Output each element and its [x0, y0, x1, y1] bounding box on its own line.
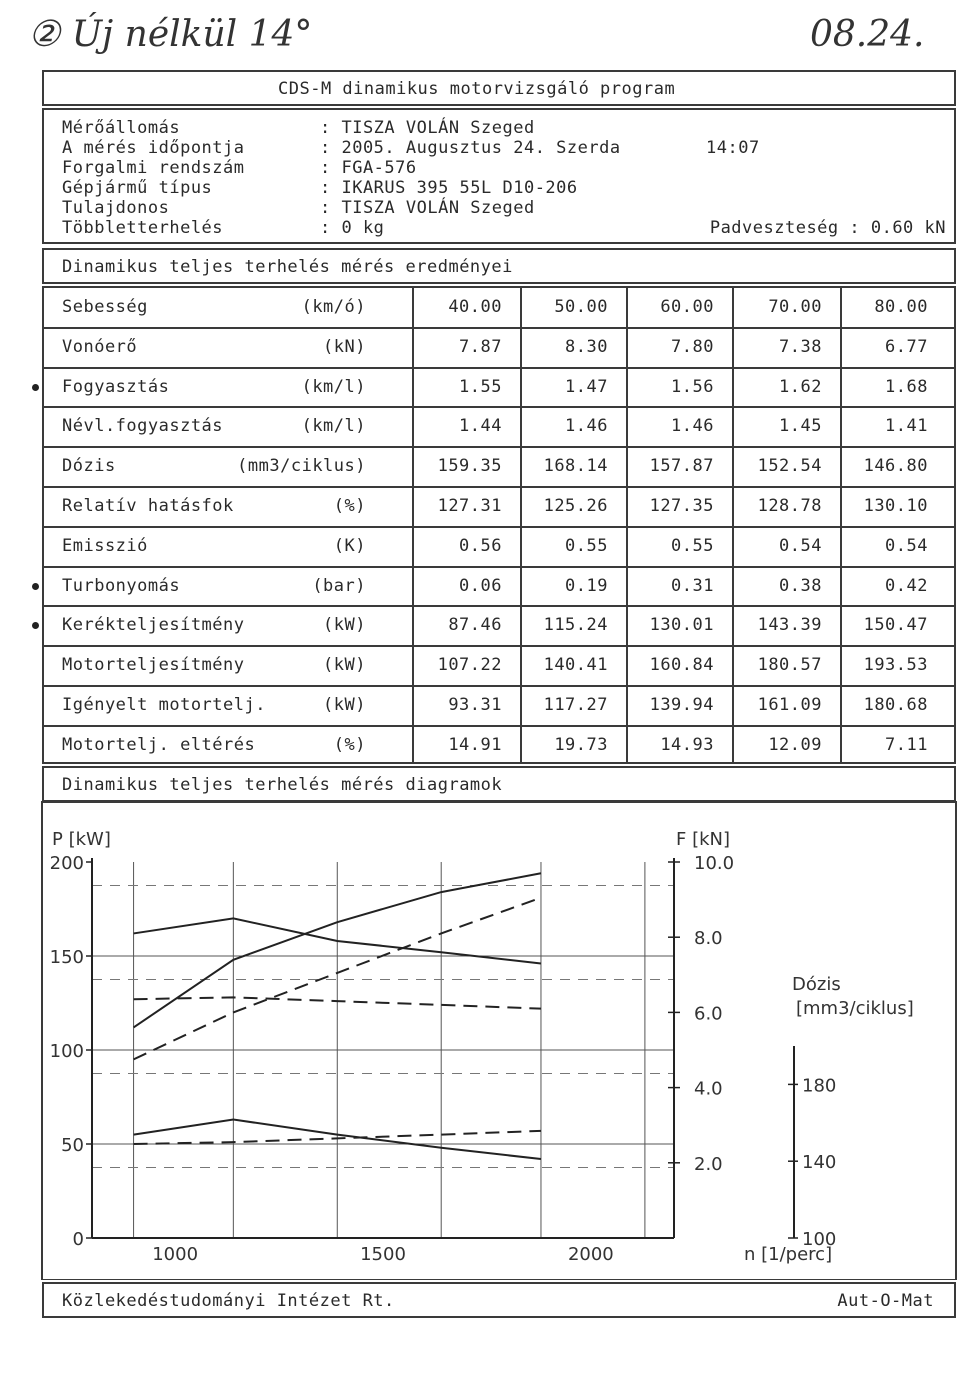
info-label: Forgalmi rendszám	[62, 158, 245, 178]
results-heading: Dinamikus teljes terhelés mérés eredményei	[62, 257, 513, 277]
info-label: A mérés időpontja	[62, 138, 245, 158]
info-value: : TISZA VOLÁN Szeged	[320, 198, 535, 218]
row-value: 87.46	[448, 615, 502, 636]
left-tick-label: 50	[61, 1135, 84, 1156]
column-divider	[520, 288, 522, 762]
x-tick-label: 2000	[567, 1244, 614, 1265]
row-unit: (kW)	[323, 655, 366, 676]
margin-dot	[32, 583, 39, 590]
row-unit: (%)	[333, 734, 366, 755]
row-divider	[44, 645, 954, 647]
x-tick-label: 1000	[152, 1244, 199, 1265]
row-divider	[44, 566, 954, 568]
row-value: 40.00	[448, 297, 502, 317]
row-value: 143.39	[757, 615, 822, 636]
row-value: 0.55	[565, 535, 608, 556]
row-value: 150.47	[863, 615, 928, 636]
column-divider	[840, 288, 842, 762]
row-unit: (%)	[333, 496, 366, 516]
row-value: 107.22	[437, 655, 502, 676]
info-label: Gépjármű típus	[62, 178, 213, 198]
right-tick-label: 6.0	[694, 1003, 723, 1025]
footer-institute: Közlekedéstudományi Intézet Rt.	[62, 1291, 395, 1311]
row-value: 0.38	[779, 575, 822, 596]
row-value: 1.55	[459, 376, 502, 397]
row-divider	[44, 446, 954, 448]
info-time: 14:07	[706, 138, 760, 158]
row-value: 128.78	[757, 496, 822, 516]
column-divider	[626, 288, 628, 762]
row-value: 60.00	[660, 297, 714, 317]
info-box	[42, 108, 956, 244]
row-value: 1.46	[565, 416, 608, 437]
right-tick-label: 8.0	[694, 928, 723, 950]
row-value: 1.41	[885, 416, 928, 437]
left-tick-label: 0	[72, 1229, 84, 1250]
row-divider	[44, 327, 954, 329]
diagram-chart	[0, 800, 960, 1280]
x-axis-label: n [1/perc]	[744, 1244, 833, 1265]
row-value: 1.46	[671, 416, 714, 437]
row-value: 157.87	[649, 456, 714, 477]
column-divider	[732, 288, 734, 762]
row-divider	[44, 367, 954, 369]
row-value: 0.19	[565, 575, 608, 596]
row-name: Sebesség	[62, 297, 148, 317]
row-value: 7.87	[459, 336, 502, 357]
row-value: 193.53	[863, 655, 928, 676]
row-name: Dózis	[62, 456, 116, 477]
row-unit: (kN)	[323, 336, 366, 357]
handwritten-note: ② Új nélkül 14°	[28, 14, 313, 55]
dose-tick-label: 100	[802, 1229, 837, 1250]
row-value: 168.14	[543, 456, 608, 477]
row-value: 140.41	[543, 655, 608, 676]
row-name: Vonóerő	[62, 336, 138, 357]
row-value: 0.06	[459, 575, 502, 596]
left-tick-label: 200	[49, 853, 84, 874]
row-value: 139.94	[649, 695, 714, 715]
right-axis-label: F [kN]	[676, 829, 731, 850]
row-value: 0.55	[671, 535, 714, 556]
row-divider	[44, 406, 954, 408]
row-unit: (kW)	[323, 695, 366, 715]
column-divider	[412, 288, 414, 762]
row-value: 125.26	[543, 496, 608, 516]
row-value: 117.27	[543, 695, 608, 715]
row-value: 127.35	[649, 496, 714, 516]
x-tick-label: 1500	[360, 1244, 406, 1265]
row-value: 180.57	[757, 655, 822, 676]
row-value: 19.73	[554, 734, 608, 755]
row-value: 50.00	[554, 297, 608, 317]
left-tick-label: 150	[49, 947, 84, 968]
row-value: 130.10	[863, 496, 928, 516]
dose-axis-label: Dózis	[792, 974, 841, 995]
row-value: 1.45	[779, 416, 822, 437]
row-unit: (bar)	[312, 575, 366, 596]
right-tick-label: 4.0	[694, 1078, 723, 1100]
row-name: Motortelj. eltérés	[62, 734, 256, 755]
row-value: 1.44	[459, 416, 502, 437]
info-extra: Padveszteség : 0.60 kN	[709, 218, 946, 238]
row-value: 1.56	[671, 376, 714, 397]
row-value: 7.11	[885, 734, 928, 755]
row-name: Igényelt motortelj.	[62, 695, 266, 715]
row-value: 1.68	[885, 376, 928, 397]
footer-brand: Aut-O-Mat	[837, 1291, 934, 1311]
row-divider	[44, 685, 954, 687]
row-divider	[44, 526, 954, 528]
info-value: : 2005. Augusztus 24. Szerda	[320, 138, 621, 158]
footer-box	[42, 1282, 956, 1318]
row-value: 1.47	[565, 376, 608, 397]
right-tick-label: 10.0	[694, 853, 735, 874]
row-divider	[44, 725, 954, 727]
row-value: 1.62	[779, 376, 822, 397]
row-name: Emisszió	[62, 535, 148, 556]
info-value: : IKARUS 395 55L D10-206	[320, 178, 578, 198]
row-unit: (km/l)	[301, 376, 366, 397]
margin-dot	[32, 622, 39, 629]
dose-axis-unit: [mm3/ciklus]	[796, 998, 914, 1019]
results-table	[42, 286, 956, 764]
row-divider	[44, 605, 954, 607]
row-value: 14.93	[660, 734, 714, 755]
dose-tick-label: 180	[802, 1075, 837, 1097]
row-value: 6.77	[885, 336, 928, 357]
row-value: 14.91	[448, 734, 502, 755]
row-value: 80.00	[874, 297, 928, 317]
row-unit: (mm3/ciklus)	[237, 456, 366, 477]
info-value: : 0 kg	[320, 218, 385, 238]
info-label: Többletterhelés	[62, 218, 224, 238]
page-title: CDS-M dinamikus motorvizsgáló program	[278, 79, 676, 99]
row-value: 12.09	[768, 734, 822, 755]
row-value: 0.54	[779, 535, 822, 556]
row-unit: (km/ó)	[301, 297, 366, 317]
row-value: 0.54	[885, 535, 928, 556]
row-name: Kerékteljesítmény	[62, 615, 245, 636]
dose-tick-label: 140	[802, 1152, 837, 1174]
row-value: 70.00	[768, 297, 822, 317]
diagram-heading: Dinamikus teljes terhelés mérés diagramok	[62, 775, 503, 795]
row-value: 152.54	[757, 456, 822, 477]
left-tick-label: 100	[49, 1041, 84, 1062]
row-name: Relatív hatásfok	[62, 496, 234, 516]
handwritten-date: 08.24.	[810, 14, 925, 55]
info-value: : FGA-576	[320, 158, 417, 178]
row-value: 160.84	[649, 655, 714, 676]
row-value: 0.56	[459, 535, 502, 556]
row-unit: (km/l)	[301, 416, 366, 437]
row-name: Turbonyomás	[62, 575, 181, 596]
results-heading-box	[42, 248, 956, 284]
info-label: Tulajdonos	[62, 198, 170, 218]
row-value: 7.80	[671, 336, 714, 357]
row-value: 180.68	[863, 695, 928, 715]
row-value: 146.80	[863, 456, 928, 477]
info-value: : TISZA VOLÁN Szeged	[320, 118, 535, 138]
row-unit: (kW)	[323, 615, 366, 636]
title-box	[42, 70, 956, 106]
row-name: Névl.fogyasztás	[62, 416, 224, 437]
row-value: 159.35	[437, 456, 502, 477]
row-name: Fogyasztás	[62, 376, 170, 397]
margin-dot	[32, 384, 39, 391]
diagram-heading-box	[42, 766, 956, 802]
row-value: 161.09	[757, 695, 822, 715]
row-value: 130.01	[649, 615, 714, 636]
row-value: 115.24	[543, 615, 608, 636]
row-value: 0.42	[885, 575, 928, 596]
row-value: 127.31	[437, 496, 502, 516]
chart-frame	[42, 802, 956, 1280]
row-divider	[44, 486, 954, 488]
row-value: 8.30	[565, 336, 608, 357]
row-name: Motorteljesítmény	[62, 655, 245, 676]
row-value: 93.31	[448, 695, 502, 715]
info-label: Mérőállomás	[62, 118, 181, 138]
row-value: 0.31	[671, 575, 714, 596]
row-value: 7.38	[779, 336, 822, 357]
right-tick-label: 2.0	[694, 1153, 723, 1175]
left-axis-label: P [kW]	[52, 829, 111, 850]
row-unit: (K)	[333, 535, 366, 556]
